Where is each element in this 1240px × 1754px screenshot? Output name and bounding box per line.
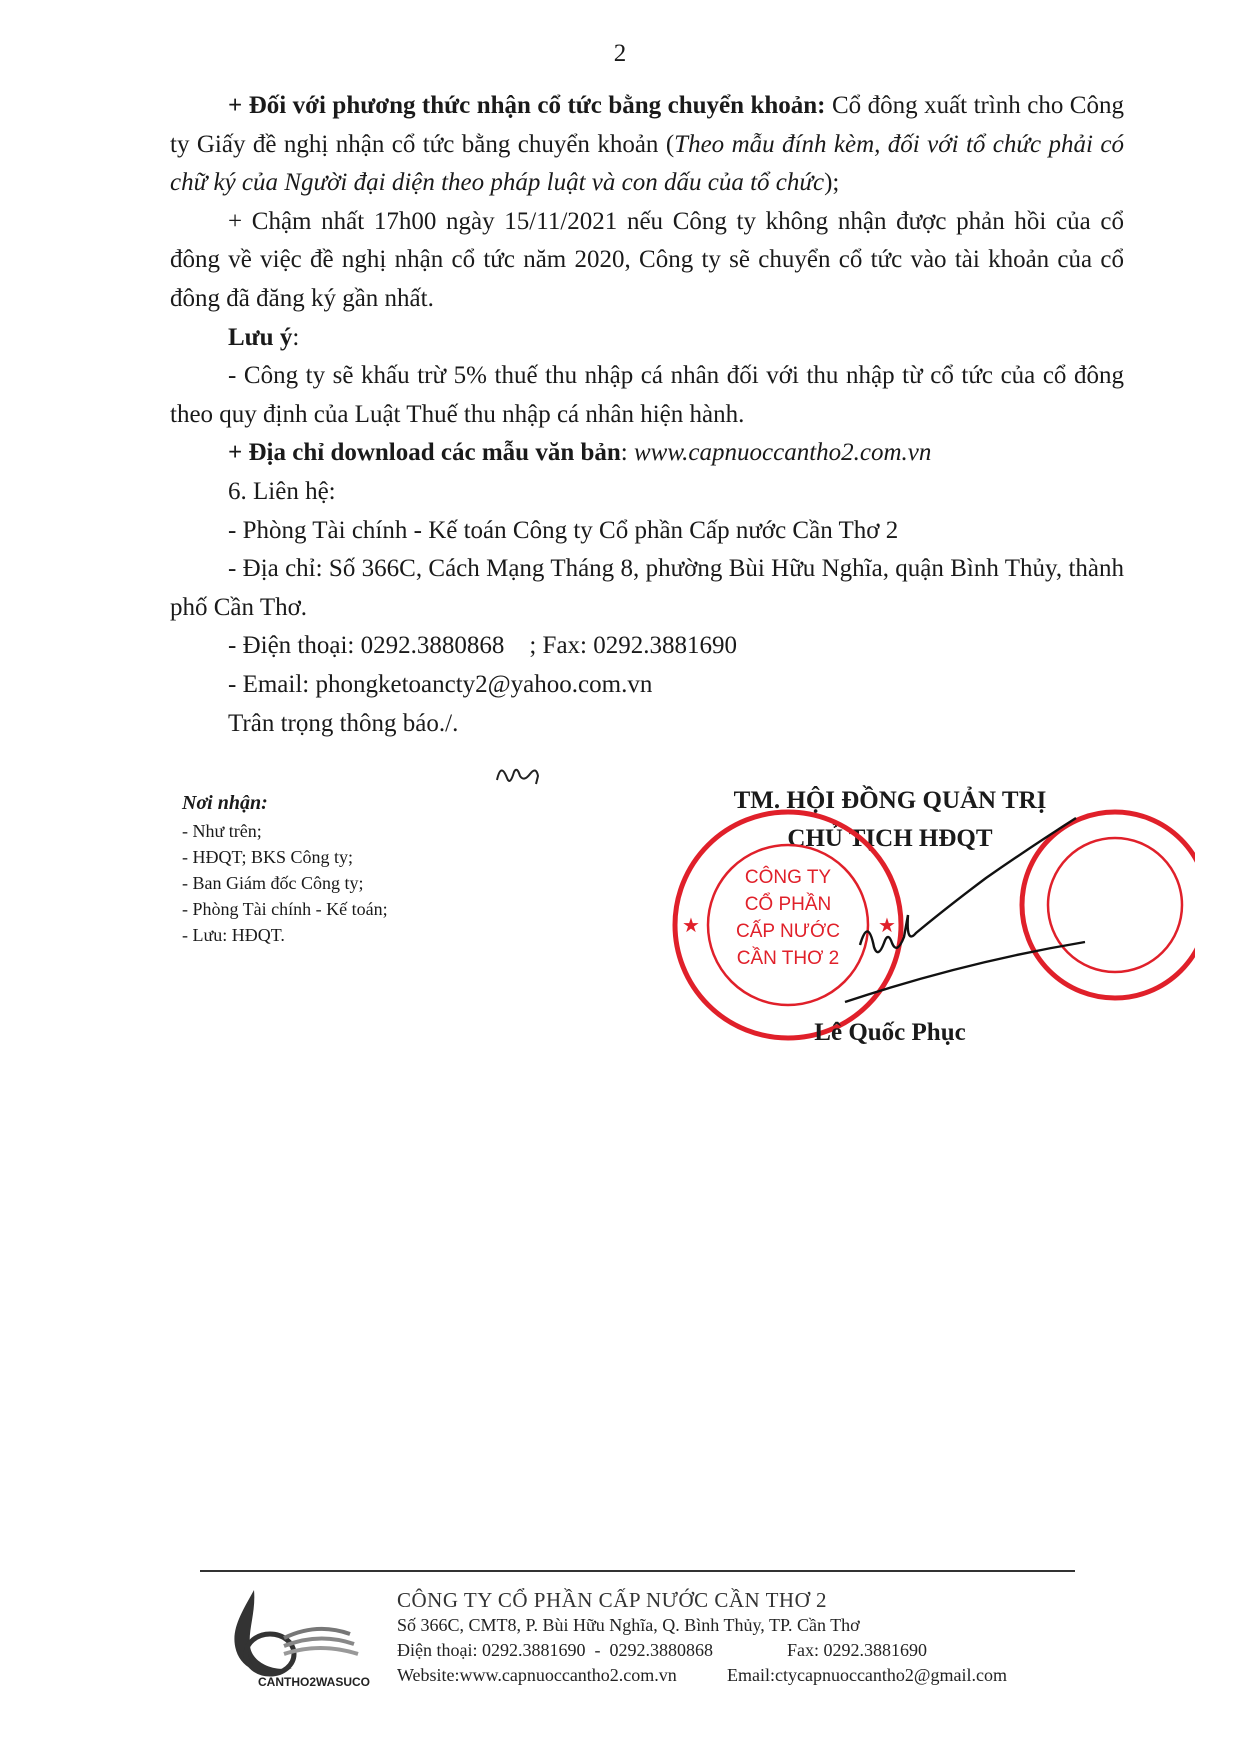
download-colon: : <box>620 439 634 467</box>
footer-website[interactable]: Website:www.capnuoccantho2.com.vn <box>397 1665 677 1685</box>
footer-fax: Fax: 0292.3881690 <box>787 1640 928 1660</box>
footer-phone: Điện thoại: 0292.3881690 - 0292.3880868 <box>397 1640 713 1660</box>
footer-address: Số 366C, CMT8, P. Bùi Hữu Nghĩa, Q. Bình Thủy, TP. Cần Thơ <box>397 1615 860 1635</box>
closing-line <box>170 705 1124 744</box>
footer-company: CÔNG TY CỔ PHẦN CẤP NƯỚC CẦN THƠ 2 <box>397 1588 828 1612</box>
recipient-item: - Phòng Tài chính - Kế toán; <box>182 899 388 919</box>
recipient-item: - HĐQT; BKS Công ty; <box>182 847 354 867</box>
svg-text:★: ★ <box>682 915 700 937</box>
note-heading <box>170 319 1124 358</box>
transfer-end: ); <box>824 169 840 197</box>
download-label: + Địa chỉ download các mẫu văn bản <box>228 439 621 467</box>
recipients-title: Nơi nhận: <box>182 792 268 814</box>
logo-text: CANTHO2WASUCO <box>258 1675 371 1689</box>
transfer-paragraph <box>170 87 1124 203</box>
document-body <box>170 87 1124 743</box>
download-url[interactable]: www.capnuoccantho2.com.vn <box>634 439 932 467</box>
contact-department: - Phòng Tài chính - Kế toán Công ty Cổ phần Cấp nước Cần Thơ 2 <box>228 516 899 544</box>
download-paragraph <box>170 434 1124 473</box>
signer-name: Lê Quốc Phục <box>814 1019 966 1046</box>
signature-stroke <box>845 942 1085 1002</box>
page-number: 2 <box>613 40 627 67</box>
contact-address: - Địa chỉ: Số 366C, Cách Mạng Tháng 8, phường Bùi Hữu Nghĩa, quận Bình Thủy, thành phố Cần Thơ. <box>170 555 1124 621</box>
signature-line-2: CHỦ TỊCH HĐQT <box>787 825 993 852</box>
signature-line-1: TM. HỘI ĐỒNG QUẢN TRỊ <box>733 787 1047 814</box>
recipients-block <box>182 790 388 948</box>
transfer-label: + Đối với phương thức nhận cổ tức bằng chuyển khoản: <box>228 92 826 119</box>
tax-paragraph: - Công ty sẽ khấu trừ 5% thuế thu nhập cá nhân đối với thu nhập từ cổ tức của cổ đông theo quy định của Luật Thuế thu nhập cá nhân hiện hành. <box>170 362 1124 428</box>
closing-text: Trân trọng thông báo./. <box>228 709 459 737</box>
recipient-item: - Ban Giám đốc Công ty; <box>182 873 364 893</box>
contact-email: - Email: phongketoancty2@yahoo.com.vn <box>228 670 653 698</box>
footer-web-row <box>397 1663 1007 1688</box>
footer-contact-row <box>397 1638 1007 1663</box>
svg-text:CỔ PHẦN: CỔ PHẦN <box>744 894 832 915</box>
initials-mark <box>497 770 538 784</box>
recipient-item: - Lưu: HĐQT. <box>182 925 285 945</box>
company-logo <box>222 1582 382 1692</box>
footer-email[interactable]: Email:ctycapnuoccantho2@gmail.com <box>727 1665 1007 1685</box>
svg-text:CẤP NƯỚC: CẤP NƯỚC <box>736 921 840 942</box>
svg-text:★: ★ <box>878 915 896 937</box>
note-label: Lưu ý <box>228 323 293 351</box>
footer-info <box>397 1588 1007 1688</box>
contact-heading: 6. Liên hệ: <box>228 477 336 505</box>
recipient-item: - Như trên; <box>182 821 262 841</box>
deadline-paragraph: + Chậm nhất 17h00 ngày 15/11/2021 nếu Công ty không nhận được phản hồi của cổ đông về việc đề nghị nhận cổ tức năm 2020, Công ty sẽ chuyển cổ tức vào tài khoản của cổ đông đã đăng ký gần nhất. <box>170 207 1124 312</box>
transfer-text: Cổ đông xuất trình cho Công ty Giấy đề nghị nhận cổ tức bằng chuyển khoản ( <box>170 92 1124 158</box>
contact-phone: - Điện thoại: 0292.3880868 ; Fax: 0292.3881690 <box>228 632 737 660</box>
signature-title <box>690 782 1090 858</box>
transfer-italic: Theo mẫu đính kèm, đối với tổ chức phải có chữ ký của Người đại diện theo pháp luật và con dấu của tổ chức <box>170 130 1124 197</box>
svg-text:CÔNG TY: CÔNG TY <box>744 867 832 888</box>
svg-text:CẦN THƠ 2: CẦN THƠ 2 <box>736 948 840 969</box>
footer-divider <box>200 1570 1075 1572</box>
note-colon: : <box>292 323 300 351</box>
